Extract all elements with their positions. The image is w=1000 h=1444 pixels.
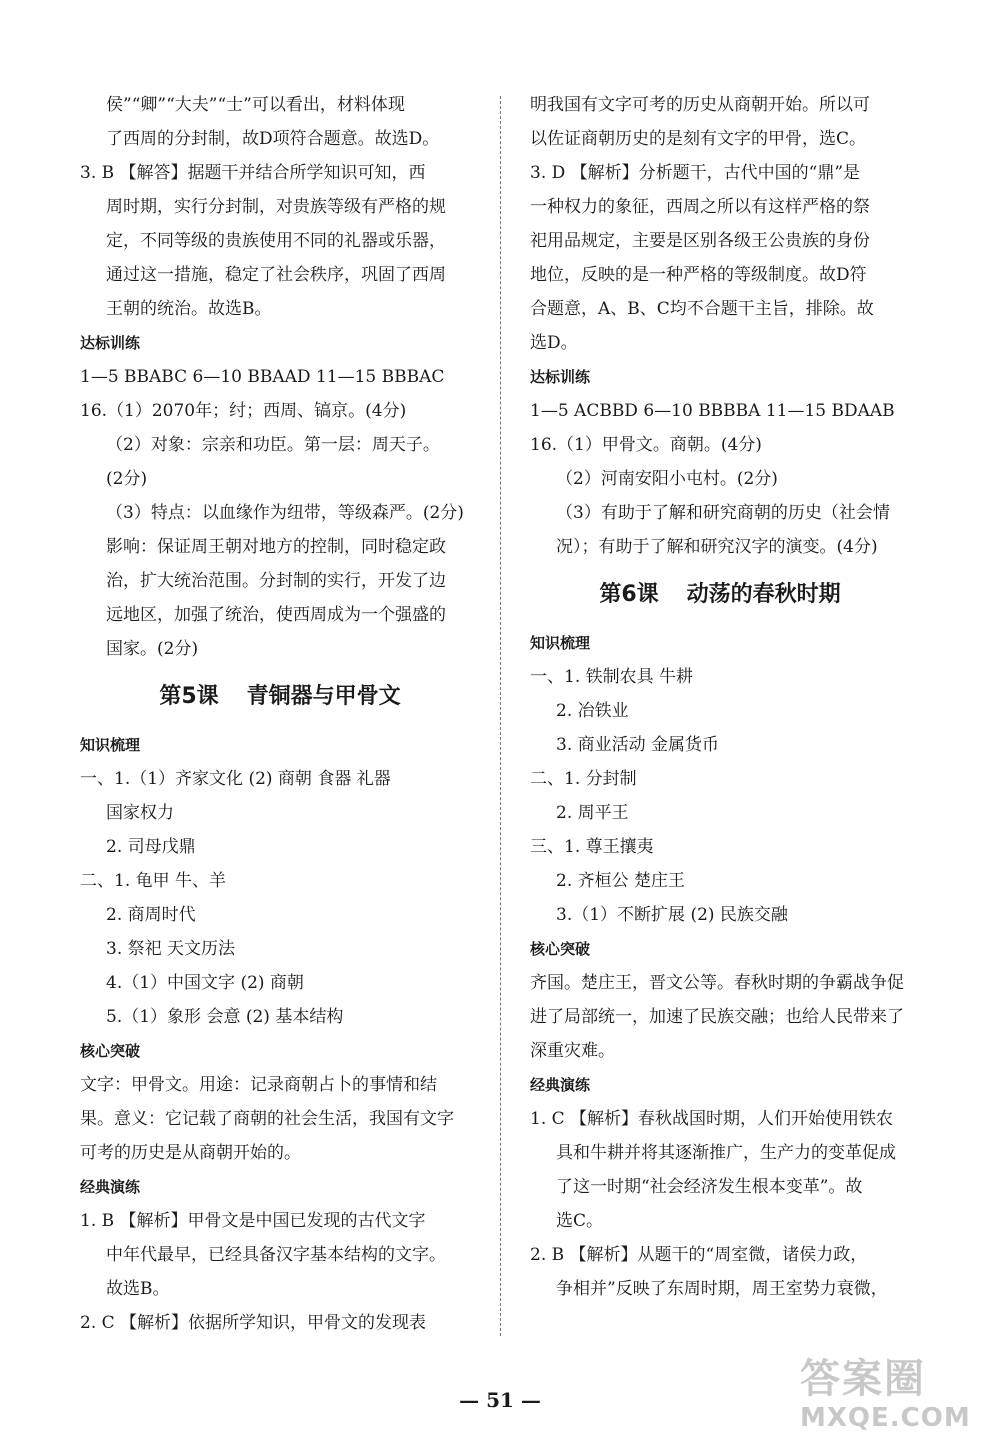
section-heading: 达标训练 <box>530 368 591 386</box>
text-line: 合题意，A、B、C均不合题干主旨，排除。故 <box>530 299 874 319</box>
text-line: 祀用品规定，主要是区别各级王公贵族的身份 <box>530 231 870 251</box>
text-line: 况）；有助于了解和研究汉字的演变。(4分) <box>556 537 878 557</box>
section-heading: 经典演练 <box>80 1178 141 1196</box>
text-line: 王朝的统治。故选B。 <box>106 299 272 319</box>
list-item: 3. 商业活动 金属货币 <box>556 735 720 755</box>
text-line: 远地区，加强了统治，使西周成为一个强盛的 <box>106 605 446 625</box>
list-item: 4.（1）中国文字 (2) 商朝 <box>106 973 304 993</box>
text-line: 地位，反映的是一种严格的等级制度。故D符 <box>530 265 867 285</box>
text-line: (2分) <box>106 469 148 489</box>
list-item: 3.（1）不断扩展 (2) 民族交融 <box>556 905 788 925</box>
list-item: 2. 冶铁业 <box>556 701 629 721</box>
watermark-top: 答案圈 <box>800 1356 926 1402</box>
section-heading: 经典演练 <box>530 1076 591 1094</box>
list-item: 2. 司母戊鼎 <box>106 837 196 857</box>
lesson-title <box>80 680 480 714</box>
text-line: 文字：甲骨文。用途：记录商朝占卜的事情和结 <box>80 1075 437 1095</box>
text-line: 果。意义：它记载了商朝的社会生活，我国有文字 <box>80 1109 454 1129</box>
question-16: 16.（1）2070年；纣；西周、镐京。(4分) <box>80 401 407 421</box>
lesson-title <box>530 578 910 612</box>
left-column <box>80 88 480 1340</box>
list-item: 三、1. 尊王攘夷 <box>530 837 654 857</box>
text-line: 可考的历史是从商朝开始的。 <box>80 1143 301 1163</box>
lesson-name: 动荡的春秋时期 <box>686 582 841 607</box>
text-line: 选C。 <box>556 1211 604 1231</box>
text-line: 侯”“卿”“大夫”“士”可以看出，材料体现 <box>106 95 405 115</box>
text-line: （3）有助于了解和研究商朝的历史（社会情 <box>556 503 890 523</box>
list-item: 2. 齐桓公 楚庄王 <box>556 871 686 891</box>
lesson-number: 第6课 <box>599 582 659 607</box>
text-line: 中年代最早，已经具备汉字基本结构的文字。 <box>106 1245 446 1265</box>
list-item: 5.（1）象形 会意 (2) 基本结构 <box>106 1007 344 1027</box>
page-number: — 51 — <box>459 1388 541 1412</box>
text-line: 定，不同等级的贵族使用不同的礼器或乐器， <box>106 231 446 251</box>
watermark-logo <box>800 1355 990 1435</box>
section-heading: 核心突破 <box>530 940 591 958</box>
text-line: 了这一时期“社会经济发生根本变革”。故 <box>556 1177 863 1197</box>
text-line: 具和牛耕并将其逐渐推广，生产力的变革促成 <box>556 1143 896 1163</box>
list-item: 二、1. 分封制 <box>530 769 637 789</box>
lesson-number: 第5课 <box>159 684 219 709</box>
answer-line: 2. B 【解析】从题干的“周室微，诸侯力政， <box>530 1245 868 1265</box>
list-item: 国家权力 <box>106 803 174 823</box>
section-heading: 达标训练 <box>80 334 141 352</box>
answer-line: 3. D 【解析】分析题干，古代中国的“鼎”是 <box>530 163 861 183</box>
answer-line: 2. C 【解析】依据所学知识，甲骨文的发现表 <box>80 1313 427 1333</box>
list-item: 一、1. 铁制农具 牛耕 <box>530 667 694 687</box>
text-line: 国家。(2分) <box>106 639 199 659</box>
list-item: 二、1. 龟甲 牛、羊 <box>80 871 227 891</box>
answer-line: 1. B 【解析】甲骨文是中国已发现的古代文字 <box>80 1211 426 1231</box>
text-line: 争相并”反映了东周时期，周王室势力衰微， <box>556 1279 888 1299</box>
text-line: 周时期，实行分封制，对贵族等级有严格的规 <box>106 197 446 217</box>
list-item: 2. 周平王 <box>556 803 629 823</box>
right-column <box>530 88 910 1306</box>
text-line: 治，扩大统治范围。分封制的实行，开发了边 <box>106 571 446 591</box>
answer-key: 1—5 ACBBD 6—10 BBBBA 11—15 BDAAB <box>530 401 895 421</box>
text-line: （2）河南安阳小屯村。(2分) <box>556 469 778 489</box>
section-heading: 核心突破 <box>80 1042 141 1060</box>
answer-line: 3. B 【解答】据题干并结合所学知识可知，西 <box>80 163 426 183</box>
watermark-bottom: MXQE.COM <box>800 1403 971 1433</box>
answer-key: 1—5 BBABC 6—10 BBAAD 11—15 BBBAC <box>80 367 445 387</box>
lesson-name: 青铜器与甲骨文 <box>246 684 401 709</box>
text-line: 以佐证商朝历史的是刻有文字的甲骨，选C。 <box>530 129 867 149</box>
question-16: 16.（1）甲骨文。商朝。(4分) <box>530 435 762 455</box>
text-line: 影响：保证周王朝对地方的控制，同时稳定政 <box>106 537 446 557</box>
text-line: 一种权力的象征，西周之所以有这样严格的祭 <box>530 197 870 217</box>
text-line: （2）对象：宗亲和功臣。第一层：周天子。 <box>106 435 440 455</box>
text-line: 故选B。 <box>106 1279 170 1299</box>
text-line: （3）特点：以血缘作为纽带，等级森严。(2分) <box>106 503 464 523</box>
answer-line: 1. C 【解析】春秋战国时期，人们开始使用铁农 <box>530 1109 894 1129</box>
list-item: 一、1.（1）齐家文化 (2) 商朝 食器 礼器 <box>80 769 391 789</box>
text-line: 通过这一措施，稳定了社会秩序，巩固了西周 <box>106 265 446 285</box>
text-line: 了西周的分封制，故D项符合题意。故选D。 <box>106 129 440 149</box>
list-item: 2. 商周时代 <box>106 905 196 925</box>
section-heading: 知识梳理 <box>530 634 591 652</box>
column-divider <box>500 96 501 1336</box>
text-line: 选D。 <box>530 333 578 353</box>
text-line: 齐国。楚庄王，晋文公等。春秋时期的争霸战争促 <box>530 973 904 993</box>
list-item: 3. 祭祀 天文历法 <box>106 939 236 959</box>
section-heading: 知识梳理 <box>80 736 141 754</box>
text-line: 明我国有文字可考的历史从商朝开始。所以可 <box>530 95 870 115</box>
text-line: 进了局部统一，加速了民族交融；也给人民带来了 <box>530 1007 904 1027</box>
text-line: 深重灾难。 <box>530 1041 615 1061</box>
